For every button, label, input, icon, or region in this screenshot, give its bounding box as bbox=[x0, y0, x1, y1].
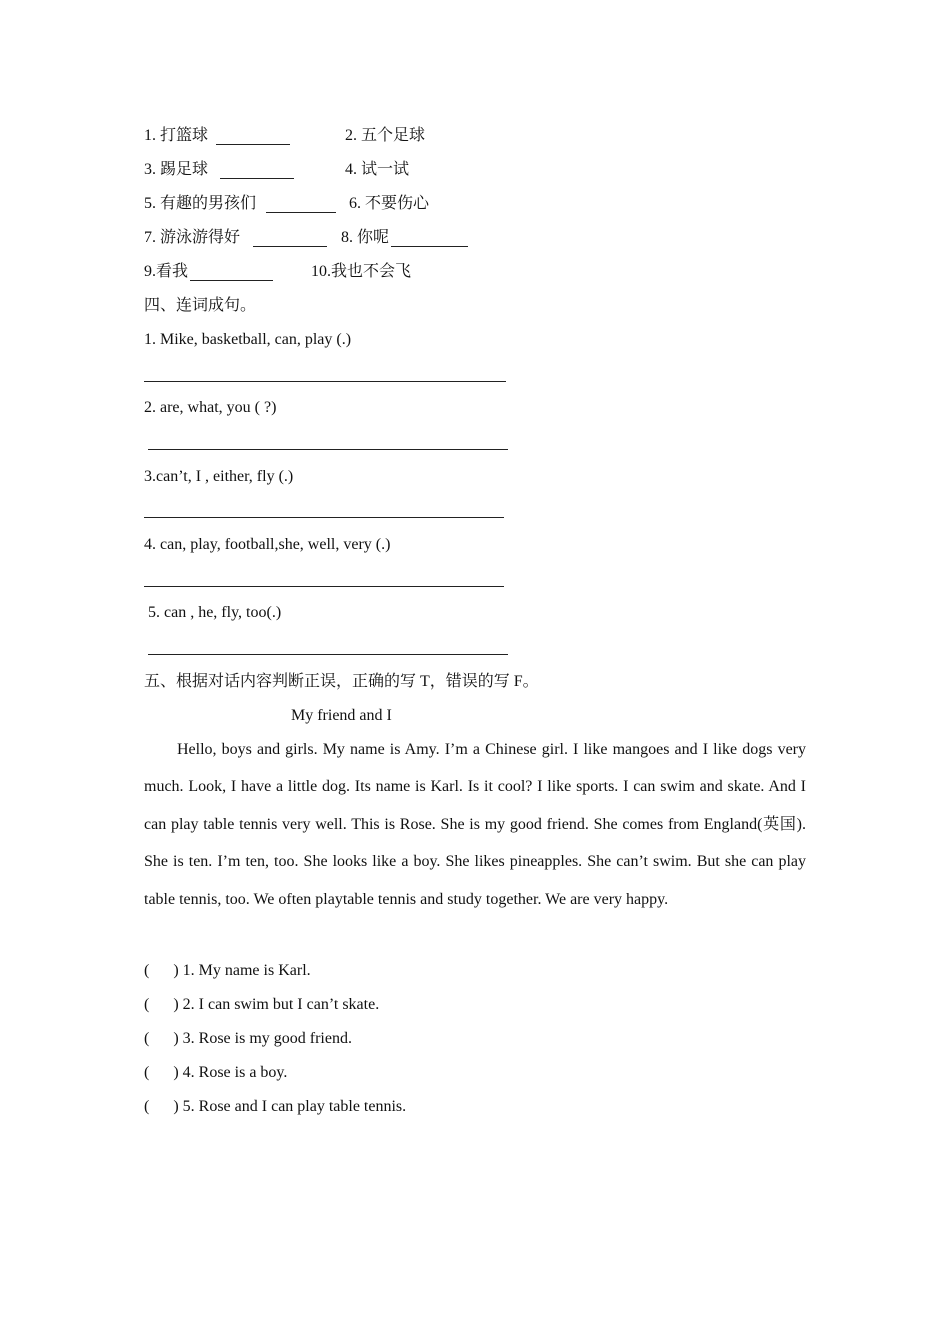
answer-blank-3[interactable] bbox=[220, 178, 294, 179]
item-4: 4. 试一试 bbox=[345, 161, 410, 178]
section5-title: 五、根据对话内容判断正误，正确的写 T，错误的写 F。 bbox=[144, 673, 539, 690]
answer-blank-5[interactable] bbox=[266, 212, 336, 213]
reading-passage: Hello, boys and girls. My name is Amy. I’m a Chinese girl. I like mangoes and I like dogs very much. Look, I have a little dog. Its name is Karl. Is it cool? I like sports. I can swim and skate. And I can play table tennis very well. This is Rose. She is my good friend. She comes from England(英国). She is ten. I’m ten, too. She looks like a boy. She likes pineapples. She can’t swim. But she can play table tennis, too. We often playtable tennis and study together. We are very happy. bbox=[144, 741, 806, 908]
answer-blank-7[interactable] bbox=[253, 246, 327, 247]
answer-blank-9[interactable] bbox=[190, 280, 273, 281]
item-10: 10.我也不会飞 bbox=[311, 263, 412, 280]
item-2: 2. 五个足球 bbox=[345, 127, 426, 144]
item-6: 6. 不要伤心 bbox=[349, 195, 430, 212]
s4-answer-line-2[interactable] bbox=[148, 449, 508, 450]
s4-question-2: 2. are, what, you ( ?) bbox=[144, 399, 277, 416]
item-9: 9.看我 bbox=[144, 263, 189, 280]
tf-bracket-2[interactable]: ( ) bbox=[144, 996, 179, 1013]
tf-question-4: ( ) 4. Rose is a boy. bbox=[144, 1064, 288, 1081]
s4-answer-line-3[interactable] bbox=[144, 517, 504, 518]
tf-bracket-4[interactable]: ( ) bbox=[144, 1064, 179, 1081]
passage-title: My friend and I bbox=[291, 707, 392, 724]
item-3: 3. 踢足球 bbox=[144, 161, 209, 178]
tf-question-3: ( ) 3. Rose is my good friend. bbox=[144, 1030, 352, 1047]
item-1: 1. 打篮球 bbox=[144, 127, 209, 144]
s4-answer-line-1[interactable] bbox=[144, 381, 506, 382]
tf-bracket-5[interactable]: ( ) bbox=[144, 1098, 179, 1115]
item-7: 7. 游泳游得好 bbox=[144, 229, 241, 246]
section4-title: 四、连词成句。 bbox=[144, 297, 257, 314]
answer-blank-8[interactable] bbox=[391, 246, 468, 247]
s4-question-1: 1. Mike, basketball, can, play (.) bbox=[144, 331, 352, 348]
s4-question-5: 5. can , he, fly, too(.) bbox=[148, 604, 282, 621]
tf-bracket-1[interactable]: ( ) bbox=[144, 962, 179, 979]
s4-answer-line-4[interactable] bbox=[144, 586, 504, 587]
tf-question-2: ( ) 2. I can swim but I can’t skate. bbox=[144, 996, 380, 1013]
tf-question-5: ( ) 5. Rose and I can play table tennis. bbox=[144, 1098, 407, 1115]
tf-question-1: ( ) 1. My name is Karl. bbox=[144, 962, 311, 979]
item-8: 8. 你呢 bbox=[341, 229, 390, 246]
s4-question-3: 3.can’t, I , either, fly (.) bbox=[144, 468, 294, 485]
s4-answer-line-5[interactable] bbox=[148, 654, 508, 655]
tf-bracket-3[interactable]: ( ) bbox=[144, 1030, 179, 1047]
s4-question-4: 4. can, play, football,she, well, very (.) bbox=[144, 536, 391, 553]
answer-blank-1[interactable] bbox=[216, 144, 290, 145]
item-5: 5. 有趣的男孩们 bbox=[144, 195, 257, 212]
